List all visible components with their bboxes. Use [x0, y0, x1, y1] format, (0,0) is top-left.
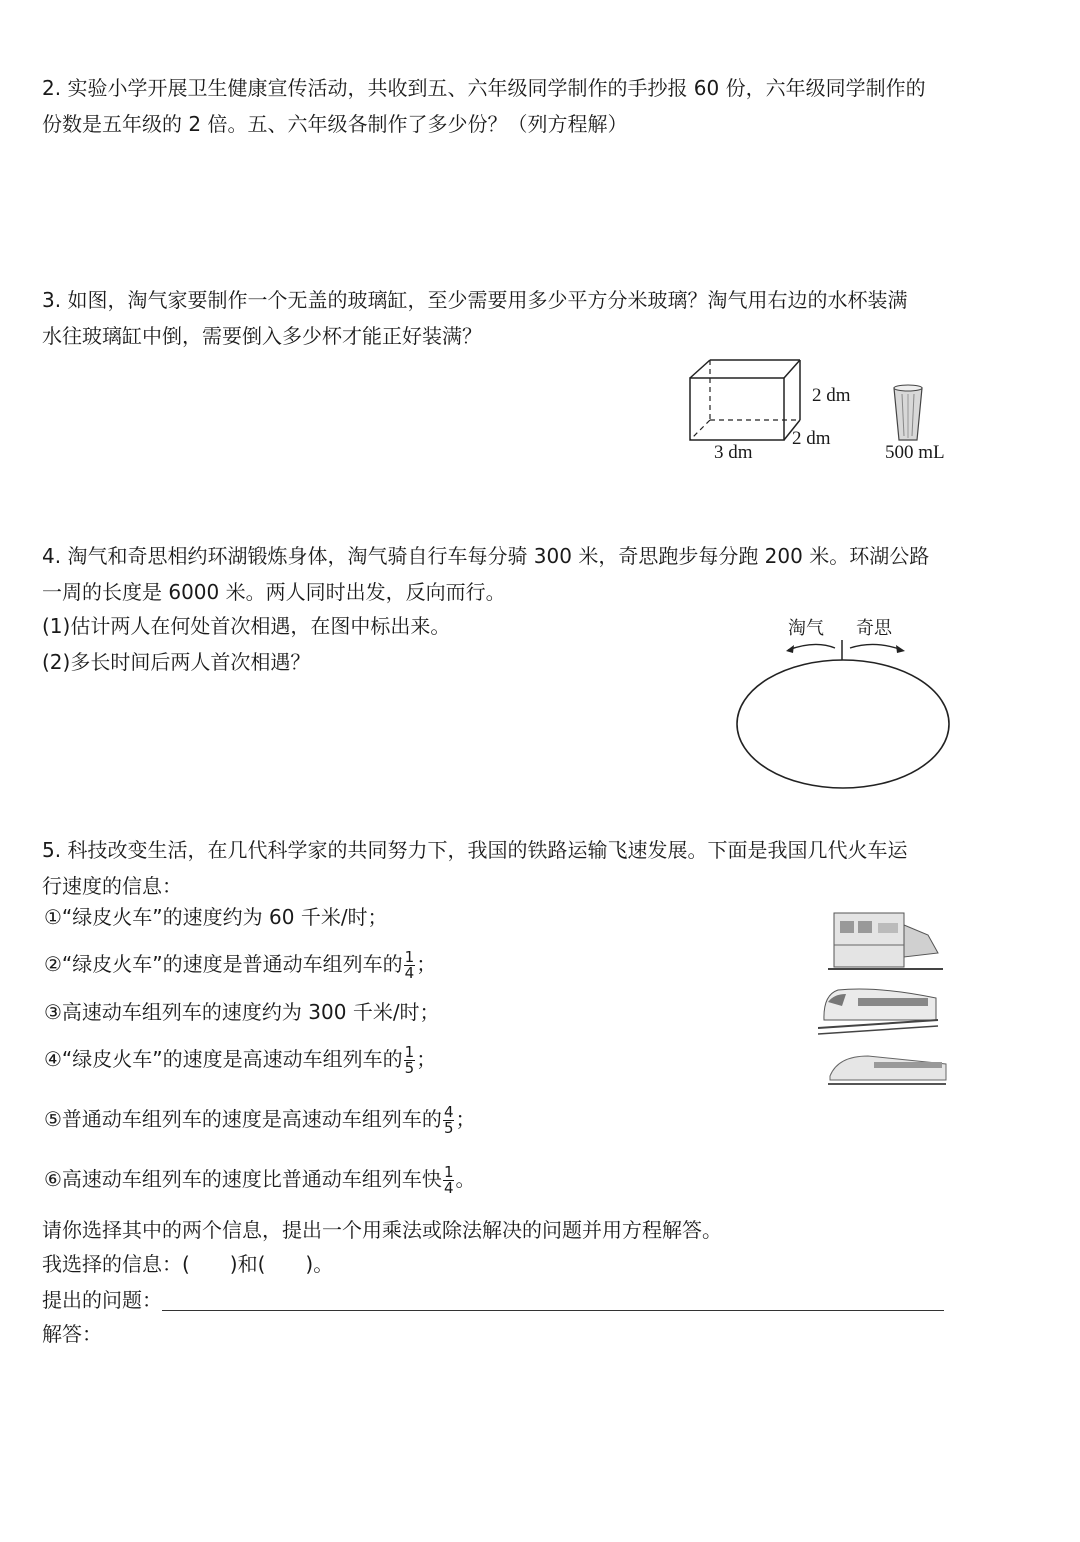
- tank-width-label: 2 dm: [792, 428, 831, 449]
- q5-info1: ①“绿皮火车”的速度约为 60 千米/时；: [44, 905, 388, 929]
- ordinary-bullet-train-icon: [818, 980, 943, 1040]
- q2-line2: 份数是五年级的 2 倍。五、六年级各制作了多少份？（列方程解）: [42, 112, 628, 136]
- q3-line2: 水往玻璃缸中倒，需要倒入多少杯才能正好装满？: [42, 324, 482, 348]
- q5-instruction: 请你选择其中的两个信息，提出一个用乘法或除法解决的问题并用方程解答。: [42, 1218, 722, 1242]
- fraction-four-fifths: $\frac{4}{5}$: [443, 1103, 454, 1137]
- q4-line1: 4. 淘气和奇思相约环湖锻炼身体，淘气骑自行车每分骑 300 米，奇思跑步每分跑 200 米。环湖公路: [42, 544, 930, 568]
- q5-info4: ④“绿皮火车”的速度是高速动车组列车的 $\frac{1}{5}$ ；: [44, 1043, 437, 1077]
- green-train-icon: [828, 905, 948, 975]
- fraction-one-quarter-b: $\frac{1}{4}$: [443, 1163, 454, 1197]
- label-taoqi: 淘气: [788, 618, 824, 639]
- tank-height-label: 2 dm: [812, 385, 851, 406]
- fraction-one-fifth: $\frac{1}{5}$: [404, 1043, 415, 1077]
- q2-line1: 2. 实验小学开展卫生健康宣传活动，共收到五、六年级同学制作的手抄报 60 份，六年级同学制作的: [42, 76, 926, 100]
- q5-choice[interactable]: 我选择的信息：( )和( )。: [42, 1252, 334, 1276]
- q5-info3: ③高速动车组列车的速度约为 300 千米/时；: [44, 1000, 440, 1024]
- lake-diagram: [730, 630, 960, 800]
- q5-info6: ⑥高速动车组列车的速度比普通动车组列车快 $\frac{1}{4}$ 。: [44, 1163, 476, 1197]
- q5-line2: 行速度的信息：: [42, 874, 182, 898]
- label-qisi: 奇思: [856, 618, 892, 639]
- q5-answer-label: 解答：: [42, 1322, 102, 1346]
- right-arrow-icon: [850, 644, 902, 650]
- q4-sub2: (2)多长时间后两人首次相遇？: [42, 650, 311, 674]
- q5-info5: ⑤普通动车组列车的速度是高速动车组列车的 $\frac{4}{5}$ ；: [44, 1103, 476, 1137]
- left-arrow-icon: [788, 644, 835, 650]
- tank-front-face: [690, 378, 784, 440]
- cup-volume-label: 500 mL: [885, 442, 945, 463]
- q5-question-label: 提出的问题：: [42, 1288, 162, 1312]
- q4-line2: 一周的长度是 6000 米。两人同时出发，反向而行。: [42, 580, 506, 604]
- fraction-one-quarter: $\frac{1}{4}$: [404, 948, 415, 982]
- q3-line1: 3. 如图，淘气家要制作一个无盖的玻璃缸，至少需要用多少平方分米玻璃？淘气用右边的水杯装满: [42, 288, 908, 312]
- tank-length-label: 3 dm: [714, 442, 753, 463]
- question-answer-line[interactable]: [162, 1310, 944, 1311]
- q5-line1: 5. 科技改变生活，在几代科学家的共同努力下，我国的铁路运输飞速发展。下面是我国几代火车运: [42, 838, 908, 862]
- lake-ellipse: [737, 660, 949, 788]
- q5-info2: ②“绿皮火车”的速度是普通动车组列车的 $\frac{1}{4}$ ；: [44, 948, 437, 982]
- q4-sub1: (1)估计两人在何处首次相遇，在图中标出来。: [42, 614, 451, 638]
- high-speed-train-icon: [828, 1048, 948, 1090]
